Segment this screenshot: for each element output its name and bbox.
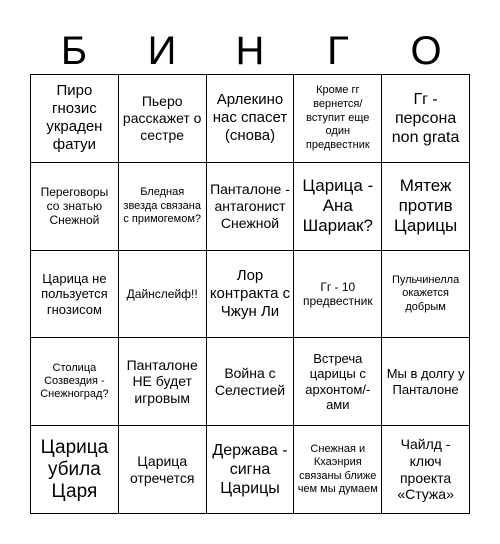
bingo-cell-r5c2[interactable]: Царица отречется <box>119 426 207 514</box>
bingo-cell-r2c4[interactable]: Царица - Ана Шариак? <box>294 163 382 251</box>
bingo-cell-r3c3[interactable]: Лор контракта с Чжун Ли <box>207 251 295 339</box>
bingo-cell-r1c3[interactable]: Арлекино нас спасет (снова) <box>207 75 295 163</box>
bingo-cell-r2c2[interactable]: Бледная звезда связана с примогемом? <box>119 163 207 251</box>
bingo-cell-r5c1[interactable]: Царица убила Царя <box>31 426 119 514</box>
bingo-cell-r5c4[interactable]: Снежная и Кхаэнрия связаны ближе чем мы думаем <box>294 426 382 514</box>
bingo-cell-r1c2[interactable]: Пьеро расскажет о сестре <box>119 75 207 163</box>
header-letter-i: И <box>147 29 177 73</box>
bingo-cell-r4c3[interactable]: Война с Селестией <box>207 338 295 426</box>
bingo-cell-r2c1[interactable]: Переговоры со знатью Снежной <box>31 163 119 251</box>
bingo-cell-r2c5[interactable]: Мятеж против Царицы <box>382 163 470 251</box>
header-letter-b: Б <box>60 29 88 73</box>
bingo-cell-r4c5[interactable]: Мы в долгу у Панталоне <box>382 338 470 426</box>
bingo-cell-r3c5[interactable]: Пульчинелла окажется добрым <box>382 251 470 339</box>
bingo-cell-r4c4[interactable]: Встреча царицы с архонтом/-ами <box>294 338 382 426</box>
bingo-cell-r1c5[interactable]: Гг - персона non grata <box>382 75 470 163</box>
bingo-cell-r3c1[interactable]: Царица не пользуется гнозисом <box>31 251 119 339</box>
bingo-cell-r1c1[interactable]: Пиро гнозис украден фатуи <box>31 75 119 163</box>
bingo-cell-r2c3[interactable]: Панталоне - антагонист Снежной <box>207 163 295 251</box>
header-letter-g: Г <box>327 29 349 73</box>
bingo-cell-r5c5[interactable]: Чайлд - ключ проекта «Стужа» <box>382 426 470 514</box>
bingo-cell-r3c4[interactable]: Гг - 10 предвестник <box>294 251 382 339</box>
header-letter-o: О <box>410 29 442 73</box>
bingo-cell-r3c2[interactable]: Дайнслейф!! <box>119 251 207 339</box>
bingo-cell-r1c4[interactable]: Кроме гг вернется/ вступит еще один предвестник <box>294 75 382 163</box>
bingo-cell-r4c2[interactable]: Панталоне НЕ будет игровым <box>119 338 207 426</box>
bingo-header <box>30 28 470 74</box>
bingo-cell-r4c1[interactable]: Столица Созвездия - Снежноград? <box>31 338 119 426</box>
bingo-cell-r5c3[interactable]: Держава - сигна Царицы <box>207 426 295 514</box>
bingo-grid <box>30 74 470 514</box>
header-letter-n: Н <box>235 29 265 73</box>
